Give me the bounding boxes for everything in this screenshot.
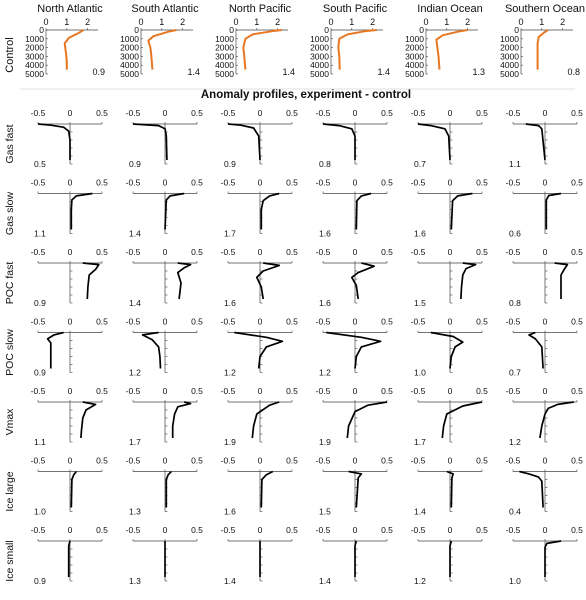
anomaly-x-tick-label: 0 (542, 455, 548, 466)
anomaly-profile-line (228, 124, 260, 160)
anomaly-x-tick-label: 0 (542, 108, 548, 118)
anomaly-x-tick-label: -0.5 (505, 525, 521, 535)
anomaly-x-tick-label: 0 (257, 316, 263, 327)
anomaly-value-label: 1.4 (129, 298, 141, 308)
anomaly-x-tick-label: 0.5 (476, 455, 488, 466)
anomaly-x-tick-label: 0 (447, 316, 453, 327)
anomaly-x-tick-label: 0 (447, 177, 453, 188)
control-value-label: 1.4 (377, 67, 390, 77)
anomaly-x-tick-label: 0.5 (191, 455, 203, 466)
anomaly-x-tick-label: -0.5 (220, 386, 236, 396)
anomaly-x-tick-label: -0.5 (505, 177, 521, 188)
anomaly-profile-line (173, 402, 191, 438)
region-title: South Pacific (322, 3, 388, 15)
anomaly-x-tick-label: -0.5 (315, 108, 331, 118)
anomaly-x-tick-label: 0.5 (571, 455, 583, 466)
anomaly-x-tick-label: 0 (352, 177, 358, 188)
control-depth-tick-label: 1000 (25, 33, 44, 44)
anomaly-x-tick-label: 0 (67, 386, 73, 396)
anomaly-x-tick-label: 0 (162, 177, 168, 188)
anomaly-profile-line (166, 472, 171, 508)
anomaly-x-tick-label: -0.5 (125, 316, 141, 327)
anomaly-x-tick-label: 0 (257, 247, 263, 257)
control-x-tick-label: 2 (275, 17, 281, 27)
anomaly-value-label: 1.0 (509, 576, 521, 586)
anomaly-x-tick-label: 0 (352, 525, 358, 535)
anomaly-x-tick-label: -0.5 (505, 316, 521, 327)
anomaly-x-tick-label: 0.5 (96, 386, 108, 396)
anomaly-x-tick-label: 0.5 (381, 386, 393, 396)
anomaly-section-title: Anomaly profiles, experiment - control (200, 89, 412, 101)
control-depth-tick-label: 4000 (25, 60, 44, 71)
anomaly-x-tick-label: -0.5 (505, 455, 521, 466)
anomaly-profile-line (323, 124, 355, 160)
anomaly-profile-line (546, 194, 561, 230)
anomaly-value-label: 1.4 (224, 576, 236, 586)
anomaly-profile-line (48, 333, 64, 369)
anomaly-value-label: 1.4 (319, 576, 331, 586)
anomaly-x-tick-label: 0.5 (571, 108, 583, 118)
control-depth-tick-label: 1000 (120, 33, 139, 44)
anomaly-profile-line (451, 194, 472, 230)
anomaly-x-tick-label: -0.5 (410, 316, 426, 327)
anomaly-x-tick-label: 0 (67, 455, 73, 466)
experiment-row-label: Vmax (4, 408, 16, 436)
anomaly-x-tick-label: 0.5 (571, 386, 583, 396)
anomaly-x-tick-label: 0.5 (96, 247, 108, 257)
anomaly-x-tick-label: -0.5 (315, 247, 331, 257)
anomaly-value-label: 1.6 (224, 506, 236, 517)
anomaly-x-tick-label: -0.5 (30, 525, 46, 535)
anomaly-x-tick-label: 0.5 (571, 525, 583, 535)
anomaly-value-label: 1.2 (414, 576, 426, 586)
anomaly-x-tick-label: 0.5 (96, 316, 108, 327)
anomaly-x-tick-label: 0.5 (476, 177, 488, 188)
anomaly-profile-line (347, 402, 387, 438)
anomaly-value-label: 1.5 (319, 506, 331, 517)
anomaly-x-tick-label: 0 (542, 247, 548, 257)
anomaly-profile-line (326, 333, 380, 369)
control-x-tick-label: 2 (370, 17, 376, 27)
anomaly-value-label: 0.9 (129, 159, 141, 169)
anomaly-profile-line (71, 194, 92, 230)
anomaly-value-label: 0.9 (224, 159, 236, 169)
anomaly-profile-line (252, 402, 279, 438)
anomaly-x-tick-label: 0 (67, 525, 73, 535)
anomaly-x-tick-label: 0.5 (286, 455, 298, 466)
anomaly-x-tick-label: 0 (162, 386, 168, 396)
anomaly-x-tick-label: 0 (257, 108, 263, 118)
anomaly-value-label: 1.2 (129, 367, 141, 378)
control-x-tick-label: 1 (444, 17, 450, 27)
control-depth-tick-label: 5000 (215, 69, 234, 79)
control-depth-tick-label: 0 (134, 25, 139, 35)
anomaly-x-tick-label: -0.5 (220, 177, 236, 188)
anomaly-x-tick-label: 0.5 (286, 316, 298, 327)
experiment-row-label: POC fast (4, 261, 16, 305)
anomaly-x-tick-label: 0 (542, 525, 548, 535)
anomaly-profile-line (450, 541, 451, 577)
control-depth-tick-label: 4000 (120, 60, 139, 71)
anomaly-value-label: 0.9 (34, 298, 46, 308)
anomaly-x-tick-label: 0.5 (476, 247, 488, 257)
anomaly-profile-line (356, 194, 371, 230)
control-depth-tick-label: 0 (419, 25, 424, 35)
anomaly-profile-line (178, 263, 191, 299)
anomaly-profile-line (355, 541, 356, 577)
anomaly-x-tick-label: -0.5 (30, 247, 46, 257)
anomaly-x-tick-label: -0.5 (30, 177, 46, 188)
anomaly-x-tick-label: -0.5 (410, 386, 426, 396)
anomaly-value-label: 0.5 (34, 159, 46, 169)
control-depth-tick-label: 1000 (405, 33, 424, 44)
control-x-tick-label: 1 (349, 17, 355, 27)
anomaly-x-tick-label: 0.5 (191, 108, 203, 118)
anomaly-x-tick-label: -0.5 (505, 247, 521, 257)
anomaly-x-tick-label: 0.5 (191, 386, 203, 396)
control-depth-tick-label: 5000 (405, 69, 424, 79)
anomaly-x-tick-label: -0.5 (505, 108, 521, 118)
anomaly-x-tick-label: 0.5 (191, 177, 203, 188)
control-x-tick-label: 0 (233, 17, 239, 27)
anomaly-profile-line (261, 472, 273, 508)
anomaly-x-tick-label: -0.5 (505, 386, 521, 396)
control-depth-tick-label: 0 (324, 25, 329, 35)
anomaly-x-tick-label: 0 (352, 386, 358, 396)
anomaly-x-tick-label: -0.5 (125, 108, 141, 118)
control-profile-line (436, 30, 467, 70)
control-x-tick-label: 1 (254, 17, 260, 27)
control-value-label: 0.8 (567, 67, 580, 77)
anomaly-value-label: 1.5 (414, 298, 426, 308)
control-value-label: 1.4 (282, 67, 295, 77)
control-depth-tick-label: 4000 (310, 60, 329, 71)
control-depth-tick-label: 3000 (120, 51, 139, 62)
anomaly-x-tick-label: 0 (447, 247, 453, 257)
anomaly-x-tick-label: -0.5 (30, 316, 46, 327)
anomaly-x-tick-label: -0.5 (220, 525, 236, 535)
anomaly-value-label: 1.0 (414, 367, 426, 378)
anomaly-x-tick-label: -0.5 (220, 316, 236, 327)
control-x-tick-label: 2 (85, 17, 91, 27)
control-profile-line (65, 30, 84, 70)
anomaly-x-tick-label: 0 (447, 455, 453, 466)
anomaly-x-tick-label: -0.5 (125, 455, 141, 466)
region-title: South Atlantic (131, 3, 199, 15)
anomaly-value-label: 1.7 (129, 437, 141, 447)
anomaly-x-tick-label: -0.5 (220, 455, 236, 466)
anomaly-profile-line (143, 333, 161, 369)
anomaly-profile-line (431, 333, 463, 369)
control-x-tick-label: 0 (138, 17, 144, 27)
anomaly-value-label: 1.0 (34, 506, 46, 517)
anomaly-x-tick-label: 0.5 (381, 108, 393, 118)
anomaly-x-tick-label: 0.5 (191, 247, 203, 257)
control-depth-tick-label: 3000 (405, 51, 424, 62)
experiment-row-label: POC slow (4, 329, 16, 376)
anomaly-x-tick-label: 0.5 (476, 386, 488, 396)
control-x-tick-label: 1 (64, 17, 70, 27)
anomaly-x-tick-label: -0.5 (315, 386, 331, 396)
anomaly-value-label: 1.3 (129, 506, 141, 517)
anomaly-profile-line (545, 541, 561, 577)
anomaly-x-tick-label: 0.5 (286, 108, 298, 118)
control-depth-tick-label: 4000 (405, 60, 424, 71)
anomaly-profile-line (555, 263, 568, 299)
control-depth-tick-label: 2000 (120, 42, 139, 53)
anomaly-value-label: 1.2 (509, 437, 521, 447)
anomaly-x-tick-label: -0.5 (315, 177, 331, 188)
control-depth-tick-label: 1000 (500, 33, 519, 44)
anomaly-x-tick-label: 0 (67, 316, 73, 327)
anomaly-x-tick-label: -0.5 (125, 386, 141, 396)
anomaly-x-tick-label: -0.5 (30, 455, 46, 466)
anomaly-value-label: 1.7 (224, 228, 236, 239)
anomaly-x-tick-label: 0.5 (381, 316, 393, 327)
control-x-tick-label: 2 (465, 17, 471, 27)
anomaly-x-tick-label: -0.5 (410, 525, 426, 535)
anomaly-profile-line (133, 124, 167, 160)
anomaly-value-label: 1.9 (319, 437, 331, 447)
region-title: Southern Ocean (504, 3, 586, 15)
control-depth-tick-label: 4000 (215, 60, 234, 71)
anomaly-value-label: 0.4 (509, 506, 521, 517)
anomaly-value-label: 1.6 (319, 228, 331, 239)
anomaly-x-tick-label: 0 (352, 108, 358, 118)
anomaly-value-label: 0.9 (34, 367, 46, 378)
anomaly-x-tick-label: 0 (542, 316, 548, 327)
anomaly-x-tick-label: -0.5 (315, 455, 331, 466)
control-depth-tick-label: 5000 (25, 69, 44, 79)
anomaly-x-tick-label: -0.5 (125, 177, 141, 188)
anomaly-profile-line (519, 472, 543, 508)
anomaly-x-tick-label: 0.5 (96, 177, 108, 188)
anomaly-profile-line (71, 472, 76, 508)
control-depth-tick-label: 2000 (500, 42, 519, 53)
anomaly-x-tick-label: -0.5 (30, 386, 46, 396)
anomaly-x-tick-label: 0.5 (286, 247, 298, 257)
control-x-tick-label: 0 (518, 17, 524, 27)
control-depth-tick-label: 2000 (25, 42, 44, 53)
anomaly-value-label: 1.4 (414, 506, 426, 517)
anomaly-value-label: 0.6 (509, 228, 521, 239)
anomaly-profile-line (165, 194, 184, 230)
anomaly-profile-line (461, 263, 476, 299)
anomaly-x-tick-label: 0.5 (96, 455, 108, 466)
anomaly-x-tick-label: 0.5 (286, 177, 298, 188)
anomaly-profile-line (526, 124, 545, 160)
anomaly-x-tick-label: 0.5 (381, 455, 393, 466)
control-depth-tick-label: 2000 (310, 42, 329, 53)
control-depth-tick-label: 2000 (215, 42, 234, 53)
anomaly-x-tick-label: -0.5 (410, 177, 426, 188)
anomaly-x-tick-label: 0 (257, 386, 263, 396)
control-profile-line (338, 30, 377, 70)
control-x-tick-label: 1 (159, 17, 165, 27)
anomaly-value-label: 1.6 (319, 298, 331, 308)
anomaly-value-label: 1.9 (224, 437, 236, 447)
anomaly-profile-line (81, 402, 96, 438)
control-value-label: 1.3 (472, 67, 485, 77)
control-depth-tick-label: 3000 (215, 51, 234, 62)
control-x-tick-label: 2 (560, 17, 566, 27)
region-title: North Atlantic (37, 3, 103, 15)
control-depth-tick-label: 2000 (405, 42, 424, 53)
anomaly-x-tick-label: -0.5 (410, 247, 426, 257)
anomaly-x-tick-label: 0 (162, 316, 168, 327)
control-depth-tick-label: 1000 (310, 33, 329, 44)
anomaly-x-tick-label: -0.5 (410, 108, 426, 118)
anomaly-value-label: 1.2 (224, 367, 236, 378)
anomaly-x-tick-label: 0 (162, 108, 168, 118)
anomaly-x-tick-label: 0 (542, 386, 548, 396)
control-depth-tick-label: 4000 (500, 60, 519, 71)
anomaly-profile-line (38, 124, 70, 160)
anomaly-profile-line (529, 333, 543, 369)
anomaly-x-tick-label: 0 (352, 316, 358, 327)
control-depth-tick-label: 3000 (25, 51, 44, 62)
experiment-row-label: Ice large (4, 471, 16, 512)
anomaly-x-tick-label: -0.5 (315, 525, 331, 535)
experiment-row-label: Ice small (4, 540, 16, 582)
region-title: North Pacific (228, 3, 292, 15)
anomaly-x-tick-label: 0.5 (381, 177, 393, 188)
anomaly-x-tick-label: 0.5 (381, 525, 393, 535)
anomaly-x-tick-label: 0 (447, 525, 453, 535)
anomaly-profile-line (234, 333, 282, 369)
anomaly-x-tick-label: 0 (352, 247, 358, 257)
anomaly-x-tick-label: 0 (67, 108, 73, 118)
anomaly-value-label: 1.7 (414, 437, 426, 447)
anomaly-x-tick-label: -0.5 (220, 108, 236, 118)
anomaly-value-label: 1.3 (129, 576, 141, 586)
anomaly-x-tick-label: 0 (542, 177, 548, 188)
anomaly-value-label: 1.6 (414, 228, 426, 239)
anomaly-value-label: 0.8 (319, 159, 331, 169)
control-depth-tick-label: 1000 (215, 33, 234, 44)
experiment-row-label: Gas fast (4, 124, 16, 164)
anomaly-profile-line (261, 194, 279, 230)
control-depth-tick-label: 5000 (310, 69, 329, 79)
anomaly-x-tick-label: 0 (162, 525, 168, 535)
anomaly-x-tick-label: -0.5 (125, 247, 141, 257)
anomaly-value-label: 1.1 (509, 159, 521, 169)
anomaly-profile-line (442, 402, 482, 438)
anomaly-x-tick-label: 0.5 (96, 108, 108, 118)
anomaly-x-tick-label: 0 (257, 455, 263, 466)
anomaly-x-tick-label: -0.5 (30, 108, 46, 118)
anomaly-profile-line (418, 124, 450, 160)
control-depth-tick-label: 3000 (310, 51, 329, 62)
anomaly-x-tick-label: 0 (447, 386, 453, 396)
anomaly-x-tick-label: 0.5 (476, 316, 488, 327)
control-depth-tick-label: 5000 (500, 69, 519, 79)
anomaly-x-tick-label: 0 (352, 455, 358, 466)
control-depth-tick-label: 0 (39, 25, 44, 35)
anomaly-x-tick-label: 0.5 (191, 316, 203, 327)
control-x-tick-label: 2 (180, 17, 186, 27)
control-depth-tick-label: 3000 (500, 51, 519, 62)
anomaly-x-tick-label: -0.5 (410, 455, 426, 466)
anomaly-x-tick-label: 0.5 (571, 177, 583, 188)
anomaly-x-tick-label: 0 (162, 455, 168, 466)
anomaly-value-label: 0.7 (509, 367, 521, 378)
anomaly-x-tick-label: 0.5 (381, 247, 393, 257)
anomaly-value-label: 0.7 (414, 159, 426, 169)
anomaly-value-label: 1.4 (129, 228, 141, 239)
anomaly-value-label: 1.1 (34, 437, 46, 447)
anomaly-profile-line (83, 263, 99, 299)
control-x-tick-label: 0 (328, 17, 334, 27)
control-profile-line (148, 30, 176, 70)
control-x-tick-label: 1 (539, 17, 545, 27)
control-profile-line (538, 30, 548, 70)
control-depth-tick-label: 0 (229, 25, 234, 35)
region-title: Indian Ocean (417, 3, 483, 15)
anomaly-x-tick-label: 0.5 (96, 525, 108, 535)
anomaly-x-tick-label: 0 (447, 108, 453, 118)
control-value-label: 1.4 (187, 67, 200, 77)
control-value-label: 0.9 (92, 67, 105, 77)
anomaly-value-label: 0.9 (34, 576, 46, 586)
anomaly-x-tick-label: 0.5 (476, 525, 488, 535)
anomaly-x-tick-label: 0.5 (286, 386, 298, 396)
anomaly-x-tick-label: 0 (162, 247, 168, 257)
anomaly-value-label: 1.2 (319, 367, 331, 378)
anomaly-x-tick-label: 0 (257, 177, 263, 188)
experiment-row-label: Gas slow (4, 191, 16, 236)
anomaly-x-tick-label: -0.5 (125, 525, 141, 535)
anomaly-x-tick-label: 0.5 (191, 525, 203, 535)
anomaly-x-tick-label: 0 (67, 247, 73, 257)
anomaly-x-tick-label: 0 (257, 525, 263, 535)
anomaly-x-tick-label: -0.5 (315, 316, 331, 327)
control-profile-line (243, 30, 281, 70)
anomaly-value-label: 1.1 (34, 228, 46, 239)
control-x-tick-label: 0 (423, 17, 429, 27)
control-depth-tick-label: 5000 (120, 69, 139, 79)
anomaly-x-tick-label: -0.5 (220, 247, 236, 257)
anomaly-x-tick-label: 0 (67, 177, 73, 188)
anomaly-x-tick-label: 0.5 (571, 316, 583, 327)
control-row-label: Control (4, 37, 16, 73)
control-depth-tick-label: 0 (514, 25, 519, 35)
anomaly-x-tick-label: 0.5 (571, 247, 583, 257)
control-x-tick-label: 0 (43, 17, 49, 27)
anomaly-value-label: 0.8 (509, 298, 521, 308)
anomaly-value-label: 1.6 (224, 298, 236, 308)
anomaly-x-tick-label: 0.5 (476, 108, 488, 118)
anomaly-x-tick-label: 0.5 (286, 525, 298, 535)
